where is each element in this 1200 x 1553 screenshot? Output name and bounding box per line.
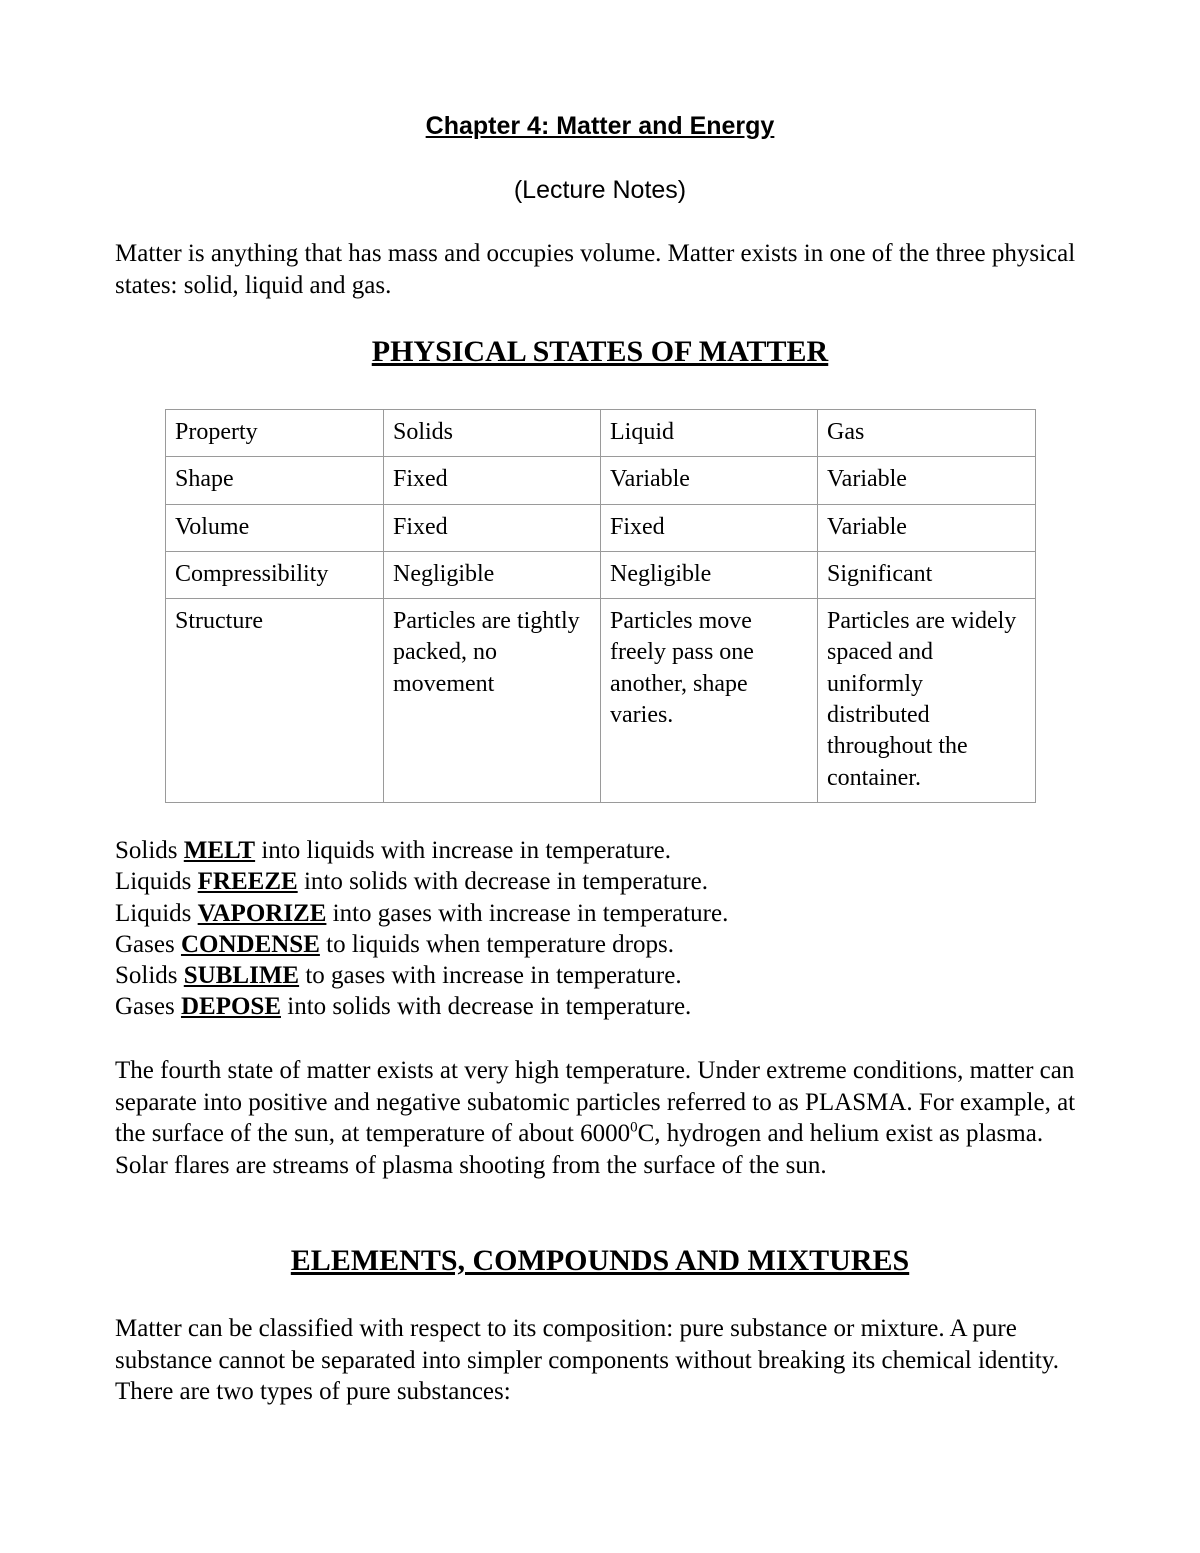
transition-subject: Liquids [115,899,198,927]
lecture-notes-subtitle: (Lecture Notes) [513,176,687,204]
table-cell: Variable [601,457,818,504]
transition-rest: into liquids with increase in temperature. [255,837,671,864]
table-header-cell: Property [166,410,384,457]
table-header-row [166,410,1036,457]
composition-paragraph: Matter can be classified with respect to its composition: pure substance or mixture. A pure substance cannot be separated into simpler components without breaking its chemical identity. There are two types of pure substances: [115,1315,1059,1405]
transition-subject: Liquids [115,868,198,896]
intro-paragraph: Matter is anything that has mass and occupies volume. Matter exists in one of the three physical states: solid, liquid and gas. [115,240,1076,299]
table-cell: Structure [166,599,384,803]
transition-line [115,898,1085,929]
table-cell: Particles are widely spaced and uniformly distributed throughout the container. [818,599,1036,803]
table-cell: Particles move freely pass one another, shape varies. [601,599,818,803]
chapter-title: Chapter 4: Matter and Energy [425,112,775,140]
transition-verb: MELT [183,837,256,864]
table-cell: Compressibility [166,551,384,598]
transition-line [115,835,1085,866]
transition-subject: Solids [115,837,184,864]
phase-transitions-list [115,835,1085,1023]
table-row [166,551,1036,598]
transition-rest: into gases with increase in temperature. [326,899,729,927]
table-header-cell: Liquid [601,410,818,457]
transition-rest: into solids with decrease in temperature. [281,993,692,1021]
plasma-paragraph [115,1055,1085,1181]
table-cell: Particles are tightly packed, no movement [384,599,601,803]
transition-rest: to liquids when temperature drops. [319,930,674,958]
transition-verb: CONDENSE [180,930,320,958]
table-header-cell: Gas [818,410,1036,457]
degree-superscript: 0 [630,1119,638,1136]
transition-rest: to gases with increase in temperature. [299,962,682,990]
table-row [166,457,1036,504]
transition-verb: FREEZE [197,868,298,896]
plasma-text-start: The fourth state of matter exists at very high temperature. Under extreme conditions, matter can separate into positive and negative subatomic particles referred to as PLASMA. For example, at the surface of the sun, at temperature of about 6000 [115,1057,1076,1147]
transition-rest: into solids with decrease in temperature. [297,868,708,896]
table-cell: Shape [166,457,384,504]
transition-line [115,866,1085,897]
transition-subject: Solids [115,962,184,990]
table-cell: Fixed [384,504,601,551]
transition-verb: VAPORIZE [197,899,327,927]
transition-verb: SUBLIME [183,962,300,990]
transition-verb: DEPOSE [180,993,281,1021]
table-cell: Fixed [384,457,601,504]
transition-line [115,991,1085,1022]
transition-line [115,960,1085,991]
table-cell: Variable [818,457,1036,504]
table-cell: Negligible [601,551,818,598]
plasma-text-end: C, hydrogen and helium exist as plasma. Solar flares are streams of plasma shooting from the surface of the sun. [115,1120,1044,1179]
table-row [166,504,1036,551]
table-cell: Negligible [384,551,601,598]
physical-states-table [165,409,1036,803]
elements-compounds-mixtures-heading: ELEMENTS, COMPOUNDS AND MIXTURES [290,1244,910,1277]
transition-subject: Gases [115,993,181,1021]
transition-subject: Gases [115,930,181,958]
table-cell: Volume [166,504,384,551]
transition-line [115,929,1085,960]
table-cell: Fixed [601,504,818,551]
table-cell: Variable [818,504,1036,551]
table-row [166,599,1036,803]
physical-states-heading: PHYSICAL STATES OF MATTER [371,335,829,368]
table-cell: Significant [818,551,1036,598]
table-header-cell: Solids [384,410,601,457]
